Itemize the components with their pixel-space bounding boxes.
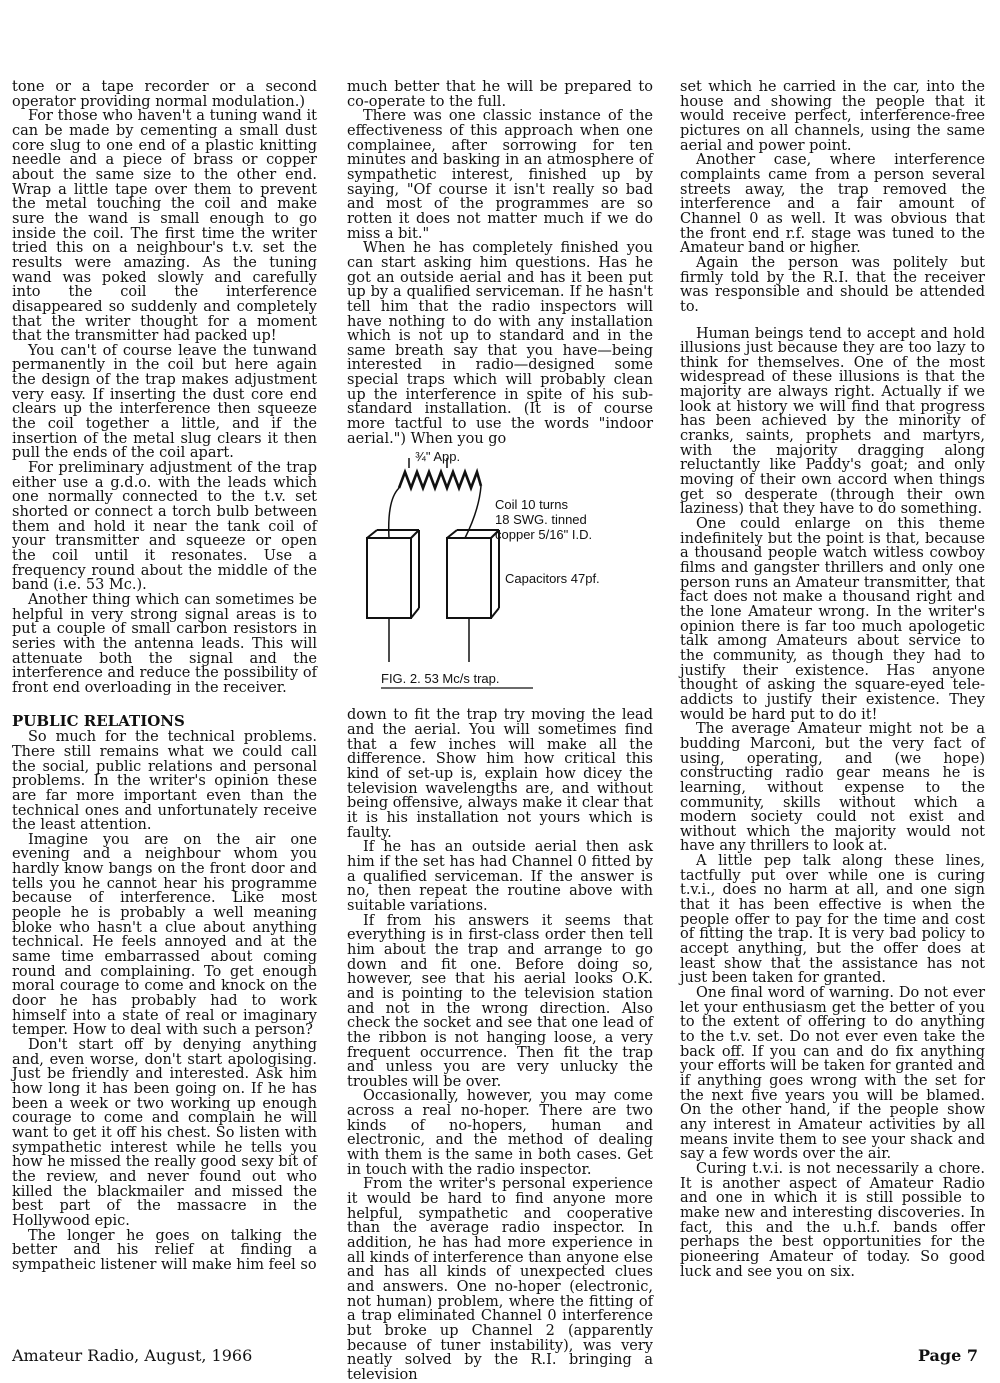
dimension-label: ¾" App. [415,449,461,465]
column-2 [347,80,653,1383]
paragraph: So much for the technical problems. There still remains what we could call the social, public relations and personal problems. In the writer's opinion these are far more important even than the technical ones and unfortunately receive the least attention. [12,729,317,834]
paragraph: down to fit the trap try moving the lead and the aerial. You will sometimes find that a few inches will make all the difference. Show him how critical this kind of set-up is, explain how dicey the television wavelengths are, and without being offensive, always make it clear that it is his installation not yours which is faulty. [347,707,653,841]
coil-label-1: Coil 10 turns [495,497,568,513]
paragraph: The longer he goes on talking the better and his relief at finding a sympatheic listener will make him feel so [12,1227,317,1273]
figure-caption: FIG. 2. 53 Mc/s trap. [381,671,500,687]
capacitor-left [367,538,411,618]
paragraph: One final word of warning. Do not ever let your enthusiasm get the better of you to the extent of offering to do anything to the t.v. set. Do not ever even take the back off. If you can and do fix anything your efforts will be taken for granted and if anything goes wrong with the set for the next five years you will be blamed. On the other hand, if the people show any interest in Amateur activities by all means invite them to see your shack and say a few words over the air. [680,985,985,1163]
paragraph: For preliminary adjustment of the trap either use a g.d.o. with the leads which one normally connected to the t.v. set shorted or connect a torch bulb between them and hold it near the tank coil of your transmitter and squeeze or open the coil until it resonates. Use a frequency round about the middle of the band (i.e. 53 Mc.). [12,460,317,594]
paragraph: Another thing which can sometimes be helpful in very strong signal areas is to put a couple of small carbon resistors in series with the antenna leads. This will attenuate both the signal and the interference and reduce the possibility of front end overloading in the receiver. [12,591,317,696]
paragraph: A little pep talk along these lines, tactfully put over while one is curing t.v.i., does no harm at all, and one sign that it has been effective is when the people offer to pay for the time and cost of fitting the trap. It is very bad policy to accept anything, but the offer does at least show that the assistance has not just been taken for granted. [680,853,985,987]
paragraph: You can't of course leave the tunwand permanently in the coil but here again the design of the trap makes adjustment very easy. If inserting the dust core end clears up the interference then squeeze the coil together a little, and if the insertion of the metal slug clears it then pull the ends of the coil apart. [12,342,317,462]
page-number: Page 7 [917,1346,978,1365]
paragraph: When he has completely finished you can start asking him questions. Has he got an outside aerial and has it been put up by a qualified serviceman. If he hasn't tell him that the radio inspectors will have nothing to do with any installation which is not up to standard and in the same breath say that you have—being interested in radio—designed some special traps which will probably clean up the interference in spite of his sub-standard installation. (It is of course more tactful to use the words "indoor aerial.") When you go [347,240,653,447]
trap-diagram [347,450,653,700]
paragraph: tone or a tape recorder or a second operator providing normal modulation.) [12,79,317,110]
capacitor-label: Capacitors 47pf. [505,571,600,587]
paragraph: From the writer's personal experience it would be hard to find anyone more helpful, sympathetic and cooperative than the average radio inspector. In addition, he has had more experience in all kinds of interference than anyone else and has all kinds of unexpected clues and answers. One no-hoper (electronic, not human) problem, where the fitting of a trap eliminated Channel 0 interference but broke up Channel 2 (apparently because of tuner instability), was very neatly solved by the R.I. bringing a television [347,1176,653,1383]
paragraph: The average Amateur might not be a budding Marconi, but the very fact of using, operating, and (we hope) constructing radio gear means he is learning, without expense to the community, skills without which a modern society could not exist and without which the majority would not have any thrillers to look at. [680,721,985,855]
paragraph: For those who haven't a tuning wand it can be made by cementing a small dust core slug to one end of a plastic knitting needle and a piece of brass or copper about the same size to the other end. Wrap a little tape over them to prevent the metal touching the coil and make sure the wand is small enough to go inside the coil. The first time the writer tried this on a neighbour's t.v. set the results were amazing. As the tuning wand was poked slowly and carefully into the coil the interference disappeared so suddenly and completely that the writer thought for a moment that the transmitter had packed up! [12,108,317,345]
paragraph: If he has an outside aerial then ask him if the set has had Channel 0 fitted by a qualified serviceman. If the answer is no, then repeat the routine above with suitable variations. [347,839,653,914]
paragraph: Imagine you are on the air one evening and a neighbour whom you hardly know bangs on the front door and tells you he cannot hear his programme because of interference. Like most people he is probably a well meaning bloke who hasn't a clue about anything technical. He feels annoyed and at the same time embarrassed about coming round and complaining. To get enough moral courage to come and knock on the door he has probably had to work himself into a state of real or imaginary temper. How to deal with such a person? [12,831,317,1039]
coil-label-2: 18 SWG. tinned [495,512,587,528]
paragraph: One could enlarge on this theme indefinitely but the point is that, because a thousand people watch witless cowboy films and gangster thrillers and only one person runs an Amateur transmitter, that fact does not make a thousand right and the lone Amateur wrong. In the writer's opinion there is far too much apologetic talk among Amateurs about service to the community, as though they had to justify their existence. Has anyone thought of asking the square-eyed tele-addicts to justify their existence. They would be hard put to do it! [680,516,985,723]
paragraph: Occasionally, however, you may come across a real no-hoper. There are two kinds of no-hopers, human and electronic, and the method of dealing with them is the same in both cases. Get in touch with the radio inspector. [347,1088,653,1178]
column-3 [680,80,985,1279]
coil-winding [399,472,481,488]
capacitor-right [447,538,491,618]
publication-line: Amateur Radio, August, 1966 [12,1346,253,1365]
paragraph: much better that he will be prepared to co-operate to the full. [347,79,653,110]
section-heading: PUBLIC RELATIONS [12,711,185,730]
paragraph: Again the person was politely but firmly told by the R.I. that the receiver was responsible and should be attended to. [680,254,985,315]
paragraph: Don't start off by denying anything and, even worse, don't start apologising. Just be friendly and interested. Ask him how long it has been going on. If he has been a week or two working up enough courage to come and complain he will want to get it off his chest. So listen with sympathetic interest while he tells you how he missed the really good sexy bit of the review, and never found out who killed the blackmailer and missed the best part of the massacre in the Hollywood epic. [12,1037,317,1229]
paragraph: set which he carried in the car, into the house and showing the people that it would receive perfect, interference-free pictures on all channels, using the same aerial and power point. [680,79,985,154]
paragraph: Another case, where interference complaints came from a person several streets away, the trap removed the interference and a fair amount of Channel 0 as well. It was obvious that the front end r.f. stage was tuned to the Amateur band or higher. [680,152,985,257]
column-1 [12,80,317,1273]
paragraph: Curing t.v.i. is not necessarily a chore. It is another aspect of Amateur Radio and one in which it is still possible to make new and interesting discoveries. In fact, this and the u.h.f. bands offer perhaps the best opportunities for the pioneering Amateur of today. So good luck and see you on six. [680,1160,985,1280]
coil-label-3: copper 5/16" I.D. [495,527,593,543]
paragraph: If from his answers it seems that everything is in first-class order then tell him about the trap and arrange to go down and fit one. Before doing so, however, see that his aerial looks O.K. and is pointing to the television station and not in the wrong direction. Also check the socket and see that one lead of the ribbon is not hanging loose, a very frequent occurrence. Then fit the trap and unless you are very unlucky the troubles will be over. [347,912,653,1090]
trap-figure [347,450,653,700]
paragraph: There was one classic instance of the effectiveness of this approach when one complainee, after sorrowing for ten minutes and basking in an atmosphere of sympathetic interest, finished up by saying, "Of course it isn't really so bad and most of the programmes are so rotten it does not matter much if we do miss a bit." [347,108,653,242]
paragraph: Human beings tend to accept and hold illusions just because they are too lazy to think for themselves. One of the most widespread of these illusions is that the majority are always right. Actually if we look at history we will find that progress has been achieved by the minority of cranks, saints, prophets and martyrs, with the majority dragging along reluctantly like Paddy's goat; and only moving of their own accord when things get so desperate (through their own laziness) that they have to do something. [680,325,985,518]
